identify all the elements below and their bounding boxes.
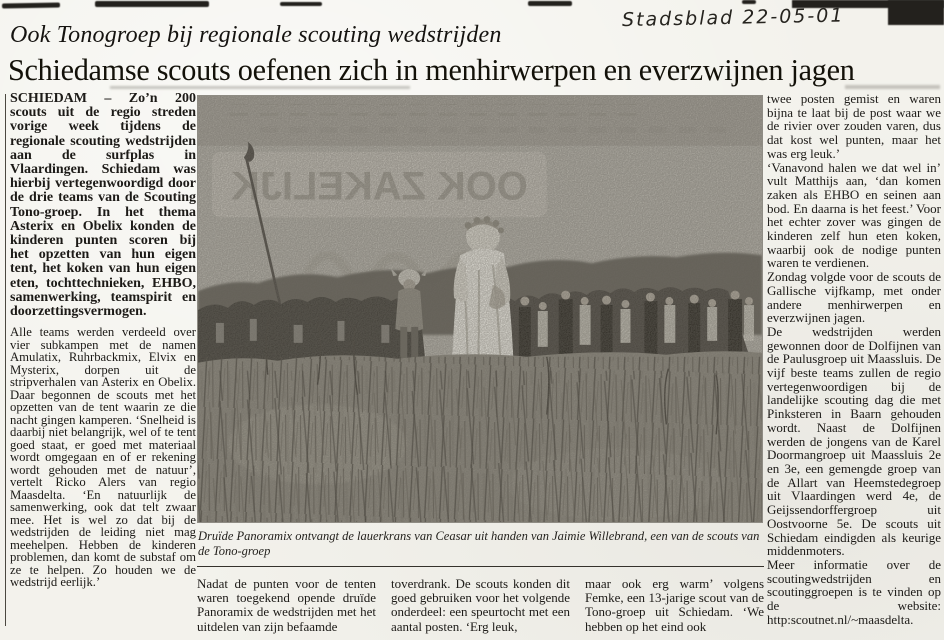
- bottom-column-3: maar ook erg warm’ volgens Femke, een 13-jarige scout van de Tono-groep uit Schiedam. ‘We hebben op het eind ook: [585, 576, 764, 634]
- bottom-column-2: toverdrank. De scouts konden dit goed gebruiken voor het volgende onderdeel: een speurtocht met een aantal posten. ‘Erg leuk,: [391, 576, 570, 634]
- right-paragraph: twee posten gemist en waren bijna te laat bij de post waar we de rivier over zouden varen, dus dat kost wel punten, maar het was erg leuk.’: [767, 91, 941, 161]
- body-paragraph: Alle teams werden verdeeld over vier subkampen met de namen Amulatix, Ruhrbackmix, Elvix en Mysterix, dorpen uit de stripverhalen van Asterix en Obelix. Daar begonnen de scouts met het opzetten van de tent waarin ze die nacht gingen kamperen. ‘Snelheid is daarbij niet belangrijk, wel of te tent goed staat, er goed met materiaal wordt omgegaan en of er rekening wordt gehouden met de natuur’, vertelt Ricko Alers van regio Maasdelta. ‘En natuurlijk de samenwerking, ook dat telt zwaar mee. Het is wel zo dat bij de wedstrijden de leiding niet mag meehelpen. Hebben de kinderen problemen, dan komt de substaf om ze te helpen. Zo houden we de wedstrijd eerlijk.’: [10, 325, 196, 590]
- right-column: [767, 92, 941, 626]
- scan-artifact: [2, 2, 60, 8]
- main-headline: Schiedamse scouts oefenen zich in menhirwerpen en everzwijnen jagen: [8, 52, 855, 87]
- bottom-column-1: Nadat de punten voor de tenten waren toegekend opende druïde Panoramix de wedstrijden met het uitdelen van zijn befaamde: [197, 576, 376, 634]
- photo-illustration: [198, 96, 762, 522]
- right-paragraph: Zondag volgde voor de scouts de Gallische vijfkamp, met onder andere menhirwerpen en everzwijnen jagen.: [767, 269, 941, 326]
- scan-artifact: [742, 0, 756, 4]
- photo-grain: [198, 96, 762, 522]
- right-paragraph: Meer informatie over de scoutingwedstrijden en scoutinggroepen is te vinden op de website: http:scoutnet.nl/~maasdelta.: [767, 556, 941, 627]
- photo-caption: Druïde Panoramix ontvangt de lauerkrans van Ceasar uit handen van Jaimie Willebrand, een van de scouts van de Tono-groep: [198, 529, 760, 558]
- right-paragraph: De wedstrijden werden gewonnen door de Dolfijnen van de Paulusgroep uit Maassluis. De vijf beste teams zullen de regio vertegenwoordigen bij de landelijke scouting dag die met Pinksteren in Baarn gehouden wordt. Naast de Dolfijnen werden de jongens van de Karel Doormangroep uit Maassluis 2e en 3e, een gemengde groep van de Allart van Heemstedegroep uit Vlaardingen werd 4e, de Geijssendorffergroep uit Oostvoorne 5e. De scouts uit Schiedam eindigden als keurige middenmoters.: [767, 323, 941, 559]
- kicker-headline: Ook Tonogroep bij regionale scouting wedstrijden: [10, 22, 502, 48]
- column-rule-left: [5, 94, 6, 626]
- left-column: [10, 92, 196, 589]
- lead-paragraph: SCHIEDAM – Zo’n 200 scouts uit de regio streden vorige week tijdens de regionale scouting wedstrijden aan de surfplas in Vlaardingen. Schiedam was hierbij vertegenwoordigd door de drie teams van de Scouting Tono-groep. In het thema Asterix en Obelix konden de kinderen punten scoren bij het opzetten van hun eigen tent, het koken van hun eigen eten, tochttechnieken, EHBO, samenwerking, teamspirit en doorzettingsvermogen.: [10, 91, 196, 320]
- handwritten-annotation: Stadsblad 22-05-01: [621, 4, 845, 32]
- scan-artifact: [95, 1, 209, 7]
- article-photo: [197, 95, 763, 523]
- caption-divider: [197, 566, 764, 567]
- scan-artifact: [528, 1, 572, 6]
- scan-smudge: [845, 85, 940, 89]
- scan-artifact: [280, 2, 322, 6]
- bottom-columns: [197, 577, 764, 634]
- right-paragraph: ‘Vanavond halen we dat wel in’ vult Matthijs aan, ‘dan komen zaken als EHBO en seinen aan bod. En daarna is het feest.’ Voor het echter zover was gingen de kinderen zelf hun eten koken, waarbij ook de nodige punten waren te verdienen.: [767, 159, 941, 271]
